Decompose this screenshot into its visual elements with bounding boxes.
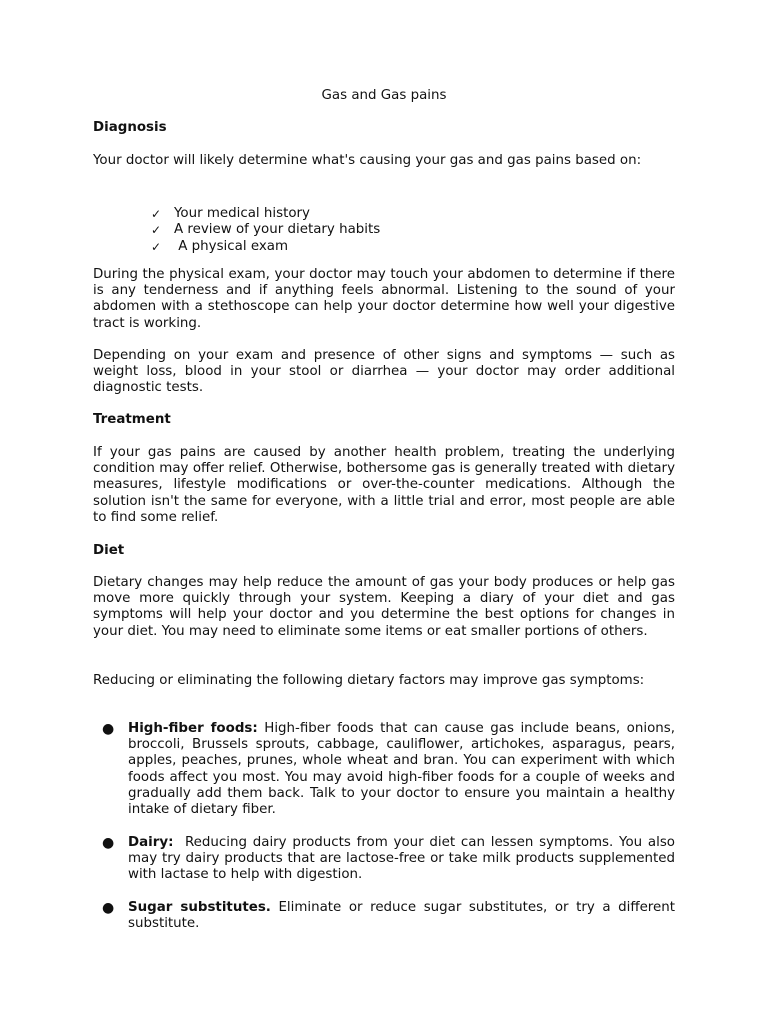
checklist-item-label: Your medical history xyxy=(174,206,310,221)
list-item-text: Reducing dairy products from your diet can lessen symptoms. You also may try dairy products that are lactose-free or take milk products supplemented with lactase to help with digestion. xyxy=(128,835,680,883)
checklist-item-label: A physical exam xyxy=(174,238,289,254)
document-title: Gas and Gas pains xyxy=(321,88,447,103)
checklist-item xyxy=(93,239,380,255)
list-item-term: Sugar substitutes. xyxy=(128,900,271,915)
bullet-icon: ● xyxy=(102,900,115,916)
check-icon: ✓ xyxy=(151,223,162,238)
list-item-text: High-fiber foods that can cause gas include beans, onions, broccoli, Brussels sprouts, cabbage, cauliflower, artichokes, asparagus, pears, apples, peaches, prunes, whole wheat and bran. You can experiment with which foods affect you most. You may avoid high-fiber foods for a couple of weeks and gradually add them back. Talk to your doctor to ensure you maintain a healthy intake of dietary fiber. xyxy=(128,721,675,818)
diet-paragraph-factors: Reducing or eliminating the following dietary factors may improve gas symptoms: xyxy=(93,673,645,688)
diagnosis-intro: Your doctor will likely determine what's causing your gas and gas pains based on: xyxy=(93,153,642,168)
bullet-icon: ● xyxy=(102,835,115,851)
list-item-high-fiber xyxy=(93,721,675,818)
list-item-term: Dairy: xyxy=(128,835,174,850)
heading-diagnosis: Diagnosis xyxy=(93,120,167,135)
checklist-item xyxy=(93,222,380,238)
checklist-item xyxy=(93,206,380,222)
heading-diet: Diet xyxy=(93,543,125,558)
diagnosis-paragraph-tests: Depending on your exam and presence of other signs and symptoms — such as weight loss, blood in your stool or diarrhea — your doctor may order additional diagnostic tests. xyxy=(93,348,675,396)
list-item-sugar-substitutes xyxy=(93,900,675,932)
bullet-icon: ● xyxy=(102,721,115,737)
list-item-dairy xyxy=(93,835,680,884)
check-icon: ✓ xyxy=(151,207,162,221)
list-item-text: Eliminate or reduce sugar substitutes, or try a different substitute. xyxy=(128,900,675,932)
diagnosis-paragraph-exam: During the physical exam, your doctor may touch your abdomen to determine if there is any tenderness and if anything feels abnormal. Listening to the sound of your abdomen with a stethoscope can help your doctor determine how well your digestive tract is working. xyxy=(93,267,675,331)
list-item-term: High-fiber foods: xyxy=(128,721,258,736)
treatment-paragraph: If your gas pains are caused by another health problem, treating the underlying condition may offer relief. Otherwise, bothersome gas is generally treated with dietary measures, lifestyle modifications or over-the-counter medications. Although the solution isn't the same for everyone, with a little trial and error, most people are able to find some relief. xyxy=(93,445,675,525)
diet-paragraph-intro: Dietary changes may help reduce the amount of gas your body produces or help gas move more quickly through your system. Keeping a diary of your diet and gas symptoms will help your doctor and you determine the best options for changes in your diet. You may need to eliminate some items or eat smaller portions of others. xyxy=(93,575,675,639)
check-icon: ✓ xyxy=(151,239,162,254)
diagnosis-checklist xyxy=(93,206,380,255)
checklist-item-label: A review of your dietary habits xyxy=(174,222,381,238)
heading-treatment: Treatment xyxy=(93,412,171,427)
